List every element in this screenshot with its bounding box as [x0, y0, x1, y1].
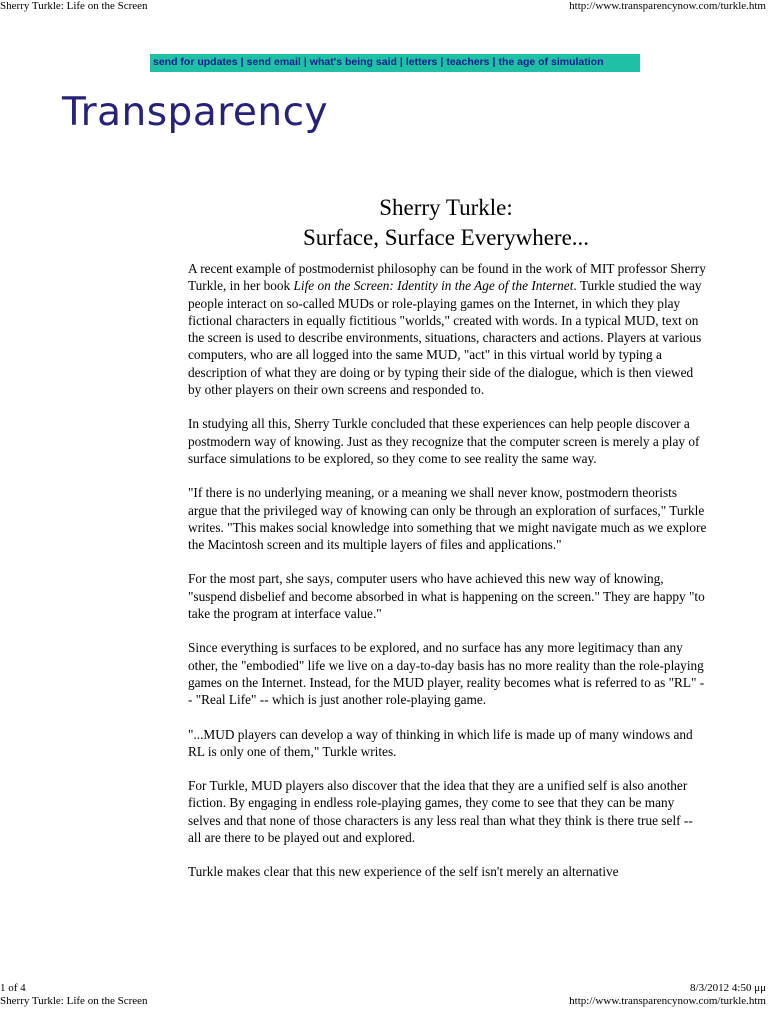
book-title: Life on the Screen: Identity in the Age of the Internet [293, 278, 574, 294]
nav-whats-being-said[interactable]: what's being said [309, 56, 397, 68]
paragraph-6: "...MUD players can develop a way of thinking in which life is made up of many windows and RL is only one of them," Turkle writes. [188, 726, 693, 759]
nav-send-for-updates[interactable]: send for updates [153, 56, 238, 68]
paragraph-1-intro: A recent example of postmodernist philosophy can be found in the work of MIT professor Sherry Turkle, in her book [188, 261, 706, 294]
nav-separator: | [440, 56, 444, 68]
print-footer-page-count: 1 of 4 [0, 982, 26, 994]
nav-age-of-simulation[interactable]: the age of simulation [498, 56, 604, 68]
nav-bar [150, 54, 640, 72]
paragraph-1 [188, 260, 708, 398]
paragraph-2: In studying all this, Sherry Turkle concluded that these experiences can help people discover a postmodern way of knowing. Just as they recognize that the computer screen is merely a play of surface simulations to be explored, so they come to see reality the same way. [188, 416, 700, 466]
nav-separator: | [240, 56, 244, 68]
print-footer-url: http://www.transparencynow.com/turkle.htm [569, 995, 766, 1007]
article-title-line2: Surface, Surface Everywhere... [302, 225, 590, 250]
paragraph-5: Since everything is surfaces to be explored, and no surface has any more legitimacy than any other, the "embodied" life we live on a day-to-day basis has no more reality than the role-playing games on the Internet. Instead, for the MUD player, reality becomes what is referred to as "RL" -- "Real Life" -- which is just another role-playing game. [188, 640, 705, 708]
article-body [188, 260, 708, 898]
nav-letters[interactable]: letters [405, 56, 438, 68]
print-footer-datetime: 8/3/2012 4:50 μμ [690, 982, 766, 994]
print-footer-title: Sherry Turkle: Life on the Screen [0, 995, 148, 1007]
print-header-title: Sherry Turkle: Life on the Screen [0, 0, 148, 12]
nav-send-email[interactable]: send email [246, 56, 301, 68]
paragraph-1-rest: . Turkle studied the way people interact on so-called MUDs or role-playing games on the Internet, in which they play fictional characters in equally fictitious "worlds," created with words. In a typical MUD, text on the screen is used to describe environments, situations, characters and actions. Players at various computers, who are all logged into the same MUD, "act" in this virtual world by typing a description of what they are doing or by typing their side of the dialogue, which is then viewed by other players on their own screens and responded to. [188, 278, 702, 398]
nav-separator: | [492, 56, 496, 68]
print-header-url: http://www.transparencynow.com/turkle.htm [569, 0, 766, 12]
paragraph-3: "If there is no underlying meaning, or a meaning we shall never know, postmodern theorists argue that the privileged way of knowing can only be through an exploration of surfaces," Turkle writes. "This makes social knowledge into something that we might navigate much as we explore the Macintosh screen and its multiple layers of files and applications." [188, 485, 707, 553]
paragraph-4: For the most part, she says, computer users who have achieved this new way of knowing, "suspend disbelief and become absorbed in what is happening on the screen." They are happy "to take the program at interface value." [188, 571, 705, 622]
paragraph-7: For Turkle, MUD players also discover that the idea that they are a unified self is also another fiction. By engaging in endless role-playing games, they come to see that they can be many selves and that none of those characters is any less real than what they think is there true self -- all are there to be played out and explored. [188, 778, 693, 846]
nav-teachers[interactable]: teachers [446, 56, 490, 68]
nav-separator: | [303, 56, 307, 68]
paragraph-8: Turkle makes clear that this new experience of the self isn't merely an alternative [188, 864, 619, 880]
article-title-line1: Sherry Turkle: [379, 195, 513, 220]
site-logo[interactable]: Transparency [62, 90, 329, 135]
nav-separator: | [399, 56, 403, 68]
